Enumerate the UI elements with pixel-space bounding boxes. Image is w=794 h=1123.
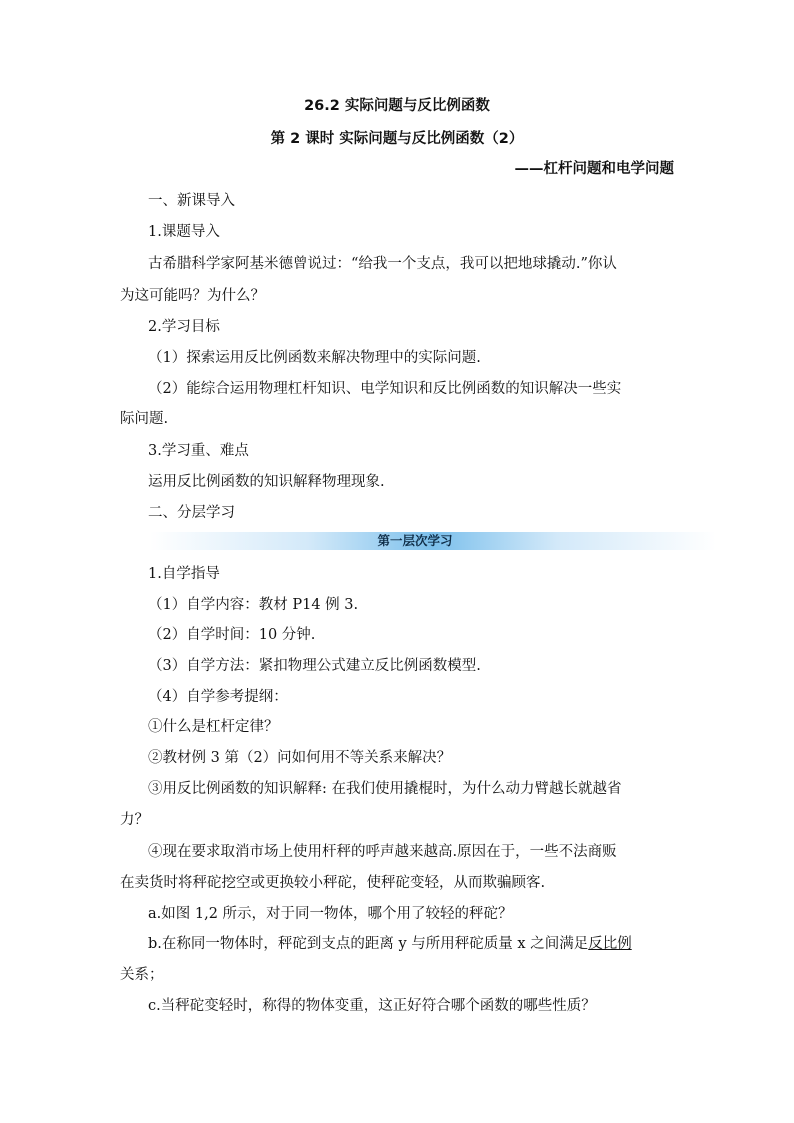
sub-question-a: a.如图 1,2 所示，对于同一物体，哪个用了较轻的秤砣？ [148,906,513,922]
outline-question-3-line-2: 力？ [120,812,149,828]
learning-goals-title: 2.学习目标 [148,319,220,335]
self-study-outline: （4）自学参考提纲： [148,689,288,705]
learning-goal-2-line-2: 际问题. [120,411,169,427]
self-study-method: （3）自学方法：紧扣物理公式建立反比例函数模型. [148,658,481,674]
sub-question-c: c.当秤砣变轻时，称得的物体变重，这正好符合哪个函数的哪些性质？ [148,998,596,1014]
topic-intro-text-2: 为这可能吗？为什么？ [120,288,265,304]
learning-goal-1: （1）探索运用反比例函数来解决物理中的实际问题. [148,350,481,366]
sub-question-b-line-2: 关系； [120,967,164,983]
outline-question-2: ②教材例 3 第（2）问如何用不等关系来解决？ [148,750,452,766]
level-one-banner-label: 第一层次学习 [377,533,453,548]
outline-question-4-line-2: 在卖货时将秤砣挖空或更换较小秤砣，使秤砣变轻，从而欺骗顾客. [120,875,546,891]
self-study-content: （1）自学内容：教材 P14 例 3. [148,597,359,613]
outline-question-1: ①什么是杠杆定律？ [148,719,279,735]
key-points-title: 3.学习重、难点 [148,443,249,459]
topic-intro-text-1: 古希腊科学家阿基米德曾说过：“给我一个支点，我可以把地球撬动.”你认 [148,256,617,272]
self-study-guide-title: 1.自学指导 [148,566,220,582]
learning-goal-2-line-1: （2）能综合运用物理杠杆知识、电学知识和反比例函数的知识解决一些实 [148,381,622,397]
layered-learning-heading: 二、分层学习 [148,505,235,521]
lesson-subtitle: ——杠杆问题和电学问题 [514,161,674,177]
sub-question-b-answer: 反比例 [588,936,632,952]
lesson-title: 第 2 课时 实际问题与反比例函数（2） [270,131,524,147]
key-points-text: 运用反比例函数的知识解释物理现象. [148,474,385,490]
outline-question-4-line-1: ④现在要求取消市场上使用杆秤的呼声越来越高.原因在于，一些不法商贩 [148,844,617,860]
intro-heading: 一、新课导入 [148,193,235,209]
section-title: 26.2 实际问题与反比例函数 [304,98,490,114]
sub-question-b-line-1 [148,934,676,954]
outline-question-3-line-1: ③用反比例函数的知识解释: 在我们使用撬棍时，为什么动力臂越长就越省 [148,781,622,797]
topic-intro-title: 1.课题导入 [148,224,220,240]
sub-question-b-text: b.在称同一物体时，秤砣到支点的距离 y 与所用秤砣质量 x 之间满足 [148,936,589,952]
self-study-time: （2）自学时间：10 分钟. [148,627,316,643]
